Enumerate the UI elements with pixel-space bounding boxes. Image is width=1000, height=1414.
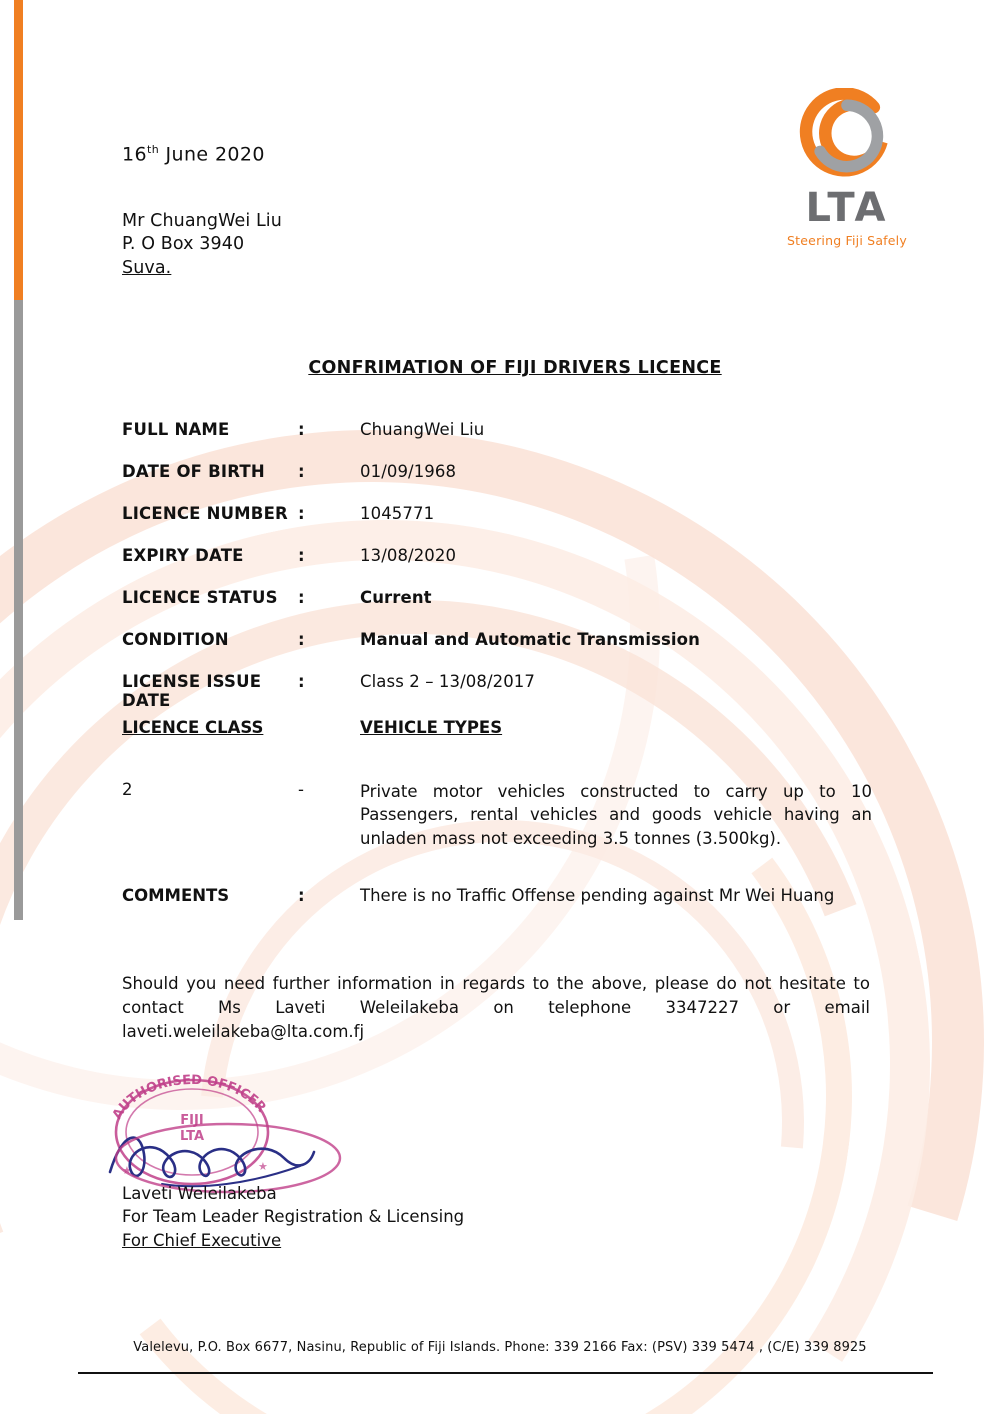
- signatory-for-line: For Chief Executive: [122, 1230, 282, 1250]
- field-value: ChuangWei Liu: [360, 420, 485, 439]
- field-label: FULL NAME: [122, 420, 230, 439]
- licence-class-table-header: [122, 718, 892, 737]
- field-row-condition: [122, 630, 892, 672]
- recipient-po-box: P. O Box 3940: [122, 234, 245, 255]
- field-colon: :: [298, 630, 305, 649]
- field-value: 01/09/1968: [360, 462, 457, 481]
- lta-tagline: Steering Fiji Safely: [787, 233, 907, 248]
- field-colon: :: [298, 546, 305, 565]
- field-colon: :: [298, 504, 305, 523]
- field-label: CONDITION: [122, 630, 229, 649]
- field-row-expiry-date: [122, 546, 892, 588]
- field-value: 1045771: [360, 504, 435, 523]
- footer-divider: [78, 1372, 933, 1374]
- vehicle-type-description: Private motor vehicles constructed to carry up to 10 Passengers, rental vehicles and goods vehicle having an unladen mass not exceeding 3.5 tonnes (3.500kg).: [360, 782, 872, 848]
- field-row-date-of-birth: [122, 462, 892, 504]
- field-label: LICENCE STATUS: [122, 588, 278, 607]
- field-label: DATE OF BIRTH: [122, 462, 265, 481]
- licence-class-dash: -: [298, 780, 304, 799]
- page-title-text: CONFRIMATION OF FIJI DRIVERS LICENCE: [308, 358, 722, 378]
- licence-class-value: 2: [122, 780, 133, 799]
- column-header-licence-class: LICENCE CLASS: [122, 718, 264, 737]
- field-row-licence-number: [122, 504, 892, 546]
- field-colon: :: [298, 420, 305, 439]
- field-label: LICENCE NUMBER: [122, 504, 288, 523]
- letter-date-ordinal: th: [146, 143, 160, 156]
- letter-date-day: 16: [122, 143, 147, 166]
- comments-row: [122, 886, 892, 905]
- recipient-city: Suva.: [122, 257, 172, 278]
- field-value: Class 2 – 13/08/2017: [360, 672, 535, 691]
- letter-date-rest: June 2020: [165, 143, 265, 166]
- field-value: Manual and Automatic Transmission: [360, 630, 700, 649]
- comments-label: COMMENTS: [122, 886, 230, 905]
- details-field-list: [122, 420, 892, 714]
- recipient-address: [122, 210, 282, 280]
- field-colon: :: [298, 672, 305, 691]
- signatory-role: For Team Leader Registration & Licensing: [122, 1207, 465, 1227]
- signatory-name: Laveti Weleilakeba: [122, 1184, 277, 1203]
- field-value: 13/08/2020: [360, 546, 457, 565]
- field-colon: :: [298, 588, 305, 607]
- field-row-full-name: [122, 420, 892, 462]
- comments-value: There is no Traffic Offense pending against Mr Wei Huang: [360, 886, 835, 905]
- signatory-block: [122, 1182, 464, 1252]
- field-label: EXPIRY DATE: [122, 546, 244, 565]
- svg-text:★: ★: [122, 1164, 132, 1177]
- field-row-licence-status: [122, 588, 892, 630]
- field-colon: :: [298, 462, 305, 481]
- field-value: Current: [360, 588, 432, 607]
- recipient-name: Mr ChuangWei Liu: [122, 211, 282, 231]
- footer-contact-line: Valelevu, P.O. Box 6677, Nasinu, Republic of Fiji Islands. Phone: 339 2166 Fax: (PSV) 339 5474 , (C/E) 339 8925: [133, 1340, 867, 1355]
- page-title: [0, 358, 1000, 378]
- column-header-vehicle-types: VEHICLE TYPES: [360, 718, 503, 737]
- table-row: [122, 780, 882, 850]
- lta-wordmark: LTA: [805, 185, 889, 231]
- svg-text:★: ★: [258, 1160, 268, 1173]
- field-row-license-issue-date: [122, 672, 892, 714]
- field-label: LICENSE ISSUE DATE: [122, 672, 262, 710]
- svg-text:AUTHORISED OFFICER: AUTHORISED OFFICER: [109, 1072, 269, 1123]
- closing-paragraph: Should you need further information in regards to the above, please do not hesitate to contact Ms Laveti Weleilakeba on telephone 3347227 or email laveti.weleilakeba@lta.com.fj: [122, 974, 870, 1041]
- comments-colon: :: [298, 886, 305, 905]
- svg-text:FIJI: FIJI: [180, 1113, 204, 1128]
- letter-date: [122, 143, 265, 165]
- authorised-officer-stamp: [92, 1058, 330, 1188]
- svg-text:LTA: LTA: [179, 1129, 205, 1144]
